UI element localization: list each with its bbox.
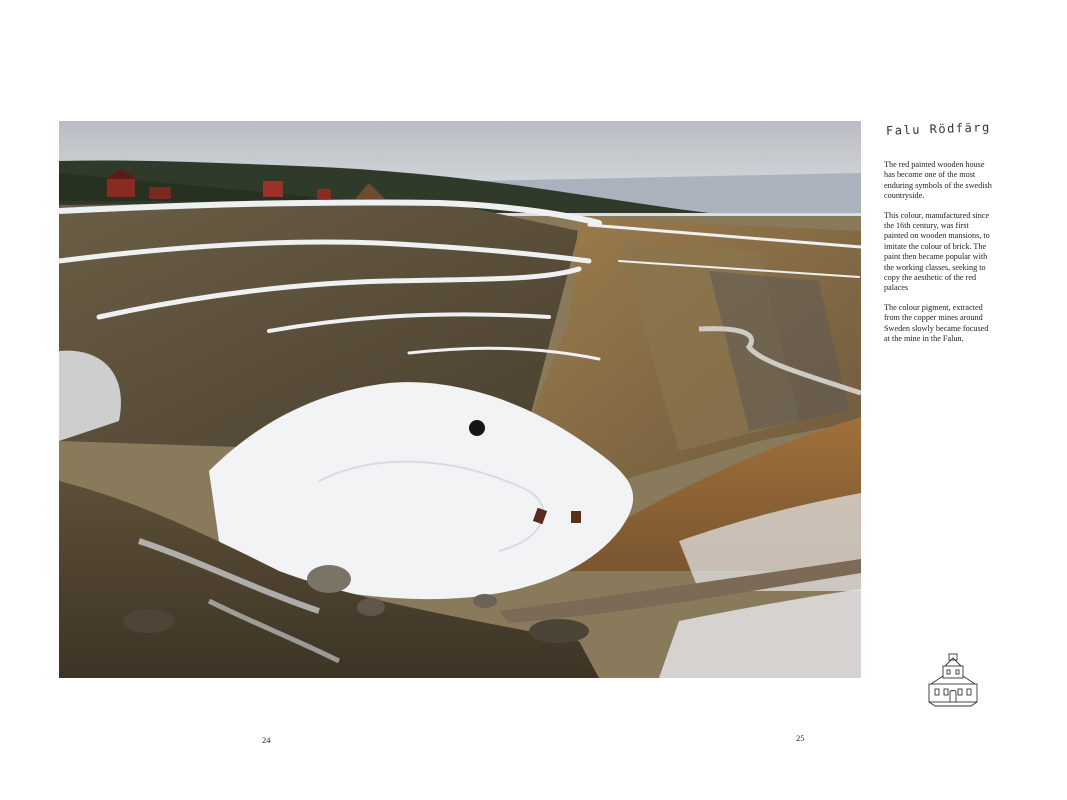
red-house [149, 187, 171, 199]
page-number-left: 24 [262, 735, 271, 745]
caption-text [884, 160, 994, 354]
red-house [107, 179, 135, 197]
tunnel-opening [469, 420, 485, 436]
mining-vehicle [571, 511, 581, 523]
caption-paragraph: This colour, manufactured since the 16th century, was first painted on wooden mansions, to imitate the colour of brick. The paint then became popular with the working classes, seeking to copy the aesthetic of the red palaces [884, 210, 990, 293]
page-number-right: 25 [796, 733, 805, 743]
house-sketch-icon [925, 652, 981, 708]
mine-photograph [59, 121, 861, 678]
caption-paragraph: The red painted wooden house has become one of the most enduring symbols of the swedish countryside. [884, 160, 992, 201]
red-house [263, 181, 283, 197]
side-title: Falu Rödfärg [885, 120, 991, 138]
caption-paragraph: The colour pigment, extracted from the copper mines around Sweden slowly became focused at the mine in the Falun. [884, 302, 989, 344]
